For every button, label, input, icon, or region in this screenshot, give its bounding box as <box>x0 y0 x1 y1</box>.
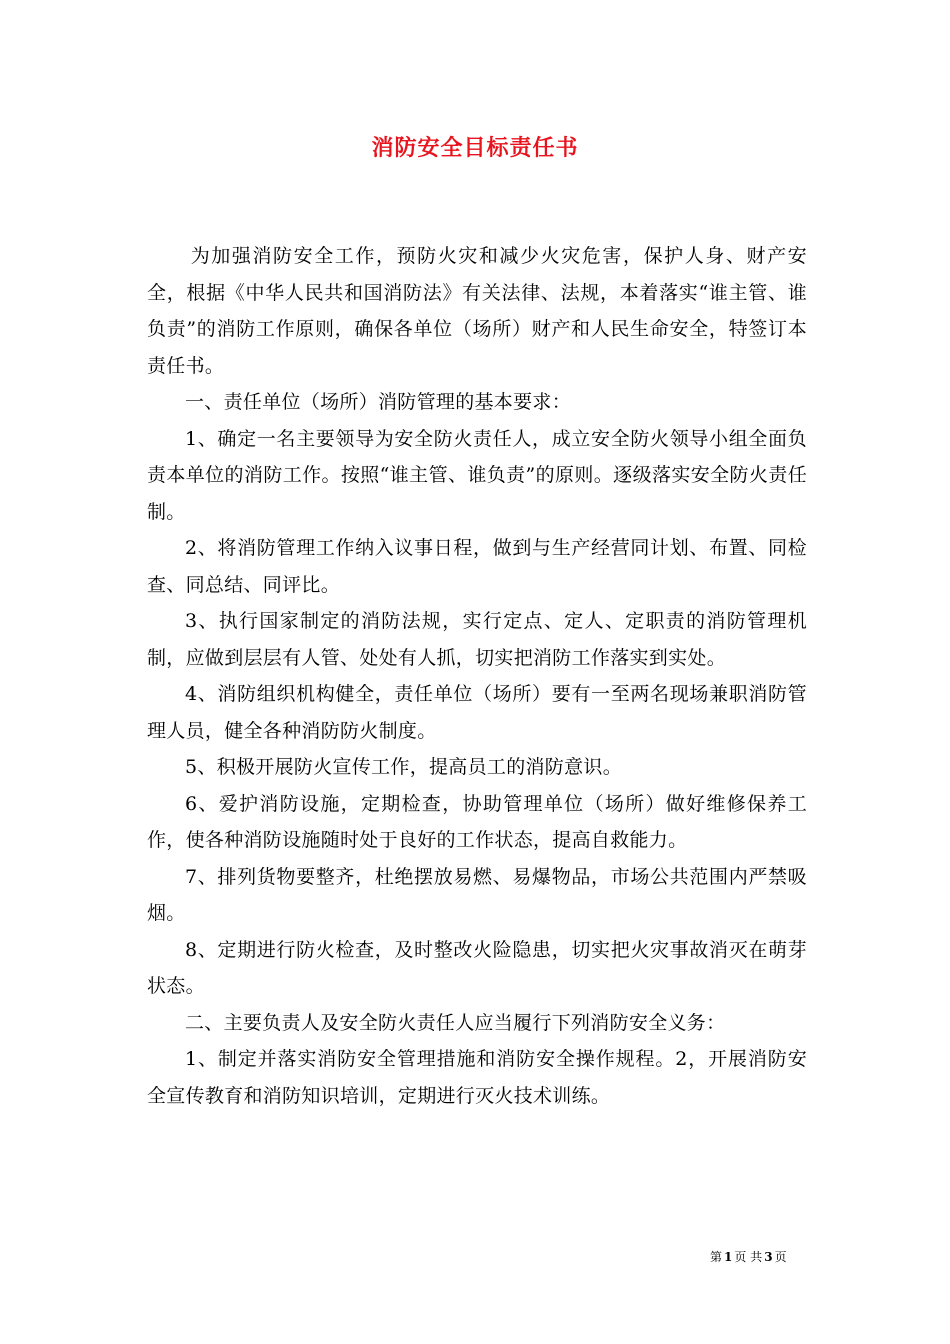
current-page: 1 <box>724 1250 733 1264</box>
list-item: 5、积极开展防火宣传工作，提高员工的消防意识。 <box>185 756 622 778</box>
document-title: 消防安全目标责任书 <box>371 136 579 161</box>
intro-paragraph: 为加强消防安全工作，预防火灾和减少火灾危害，保护人身、财产安全，根据《中华人民共和国消防法》有关法律、法规，本着落实“谁主管、谁负责”的消防工作原则，确保各单位（场所）财产和人民生命安全，特签订本责任书。 <box>147 245 807 377</box>
page-number-prefix: 第 <box>710 1250 723 1264</box>
list-item: 7、排列货物要整齐，杜绝摆放易燃、易爆物品，市场公共范围内严禁吸烟。 <box>147 865 807 924</box>
document-body <box>147 238 807 1114</box>
list-item: 3、执行国家制定的消防法规，实行定点、定人、定职责的消防管理机制，应做到层层有人管、处处有人抓，切实把消防工作落实到实处。 <box>147 610 807 669</box>
section-heading-2: 二、主要负责人及安全防火责任人应当履行下列消防安全义务： <box>185 1011 726 1034</box>
list-item: 2、将消防管理工作纳入议事日程，做到与生产经营同计划、布置、同检查、同总结、同评比。 <box>147 537 807 596</box>
page-number <box>710 1248 787 1266</box>
page-number-suffix: 页 <box>774 1250 787 1264</box>
list-item: 4、消防组织机构健全，责任单位（场所）要有一至两名现场兼职消防管理人员，健全各种消防防火制度。 <box>147 683 807 742</box>
list-item: 1、确定一名主要领导为安全防火责任人，成立安全防火领导小组全面负责本单位的消防工作。按照“谁主管、谁负责”的原则。逐级落实安全防火责任制。 <box>147 427 807 523</box>
list-item: 6、爱护消防设施，定期检查，协助管理单位（场所）做好维修保养工作，使各种消防设施随时处于良好的工作状态，提高自救能力。 <box>147 792 807 851</box>
page-number-middle: 页 共 <box>734 1250 763 1264</box>
section-heading-1: 一、责任单位（场所）消防管理的基本要求： <box>185 391 572 413</box>
list-item: 1、制定并落实消防安全管理措施和消防安全操作规程。2，开展消防安全宣传教育和消防知识培训，定期进行灭火技术训练。 <box>147 1048 807 1107</box>
list-item: 8、定期进行防火检查，及时整改火险隐患，切实把火灾事故消灭在萌芽状态。 <box>147 938 807 997</box>
total-pages: 3 <box>764 1250 773 1264</box>
